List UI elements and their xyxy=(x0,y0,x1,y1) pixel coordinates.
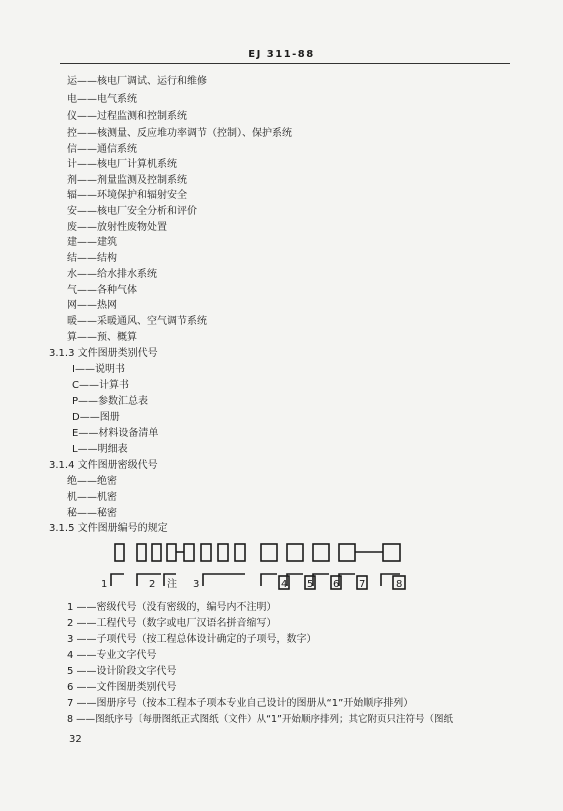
list-item: 5 ——设计阶段文字代号 xyxy=(67,666,177,677)
list-item: 1 ——密级代号（没有密级的，编号内不注明） xyxy=(67,602,277,613)
code-box xyxy=(235,544,245,561)
code-box xyxy=(313,544,329,561)
code-box xyxy=(184,544,194,561)
section-heading: 3.1.5 文件图册编号的规定 xyxy=(49,523,168,534)
diagram-label: 1 xyxy=(101,579,108,590)
list-item: 8 ——图纸序号〔每册图纸正式图纸（文件）从“1”开始顺序排列；其它附页只注符号（图纸 xyxy=(67,714,453,725)
list-item: 安——核电厂安全分析和评价 xyxy=(67,206,197,217)
list-item: 电——电气系统 xyxy=(67,94,137,105)
bracket xyxy=(111,574,124,586)
list-item: P——参数汇总表 xyxy=(72,396,149,407)
list-item: 网——热网 xyxy=(67,300,117,311)
list-item: 水——给水排水系统 xyxy=(67,269,157,280)
code-box xyxy=(137,544,146,561)
list-item: 4 ——专业文字代号 xyxy=(67,650,157,661)
code-box xyxy=(201,544,211,561)
diagram-label: 7 xyxy=(359,579,366,590)
list-item: 气——各种气体 xyxy=(67,285,137,296)
page-number: 32 xyxy=(69,734,82,745)
list-item: 控——核测量、反应堆功率调节（控制）、保护系统 xyxy=(67,128,292,139)
diagram-label: 5 xyxy=(307,579,314,590)
list-item: 2 ——工程代号（数字或电厂汉语名拼音缩写） xyxy=(67,618,277,629)
code-box xyxy=(152,544,161,561)
code-box xyxy=(115,544,124,561)
diagram-label: 6 xyxy=(333,579,340,590)
list-item: E——材料设备清单 xyxy=(72,428,159,439)
list-item: 7 ——图册序号（按本工程本子项本专业自己设计的图册从“1”开始顺序排列） xyxy=(67,698,414,709)
code-box xyxy=(383,544,400,561)
list-item: 绝——绝密 xyxy=(67,476,117,487)
list-item: 秘——秘密 xyxy=(67,508,117,519)
list-item: 3 ——子项代号（按工程总体设计确定的子项号，数字） xyxy=(67,634,317,645)
list-item: L——明细表 xyxy=(72,444,128,455)
bracket xyxy=(203,574,245,586)
list-item: 信——通信系统 xyxy=(67,144,137,155)
code-box xyxy=(339,544,355,561)
list-item: 计——核电厂计算机系统 xyxy=(67,159,177,170)
list-item: 剂——剂量监测及控制系统 xyxy=(67,175,187,186)
list-item: C——计算书 xyxy=(72,380,129,391)
list-item: 仪——过程监测和控制系统 xyxy=(67,111,187,122)
list-item: D——图册 xyxy=(72,412,120,423)
code-box xyxy=(261,544,277,561)
list-item: 机——机密 xyxy=(67,492,117,503)
diagram-label: 3 xyxy=(193,579,200,590)
bracket xyxy=(261,574,277,586)
code-box xyxy=(167,544,176,561)
header-rule xyxy=(60,63,510,64)
numbering-diagram xyxy=(101,538,417,598)
list-item: I——说明书 xyxy=(72,364,125,375)
code-box xyxy=(287,544,303,561)
list-item: 结——结构 xyxy=(67,253,117,264)
section-heading: 3.1.3 文件图册类别代号 xyxy=(49,348,158,359)
code-box xyxy=(218,544,228,561)
page-header: EJ 311-88 xyxy=(248,49,315,60)
list-item: 暖——采暖通风、空气调节系统 xyxy=(67,316,207,327)
diagram-label: 2 xyxy=(149,579,156,590)
list-item: 运——核电厂调试、运行和维修 xyxy=(67,76,207,87)
list-item: 6 ——文件图册类别代号 xyxy=(67,682,177,693)
diagram-label: 注 xyxy=(167,579,177,590)
list-item: 辐——环境保护和辐射安全 xyxy=(67,190,187,201)
diagram-label: 4 xyxy=(281,579,288,590)
list-item: 废——放射性废物处置 xyxy=(67,222,167,233)
section-heading: 3.1.4 文件图册密级代号 xyxy=(49,460,158,471)
diagram-label: 8 xyxy=(396,579,403,590)
list-item: 建——建筑 xyxy=(67,237,117,248)
list-item: 算——预、概算 xyxy=(67,332,137,343)
